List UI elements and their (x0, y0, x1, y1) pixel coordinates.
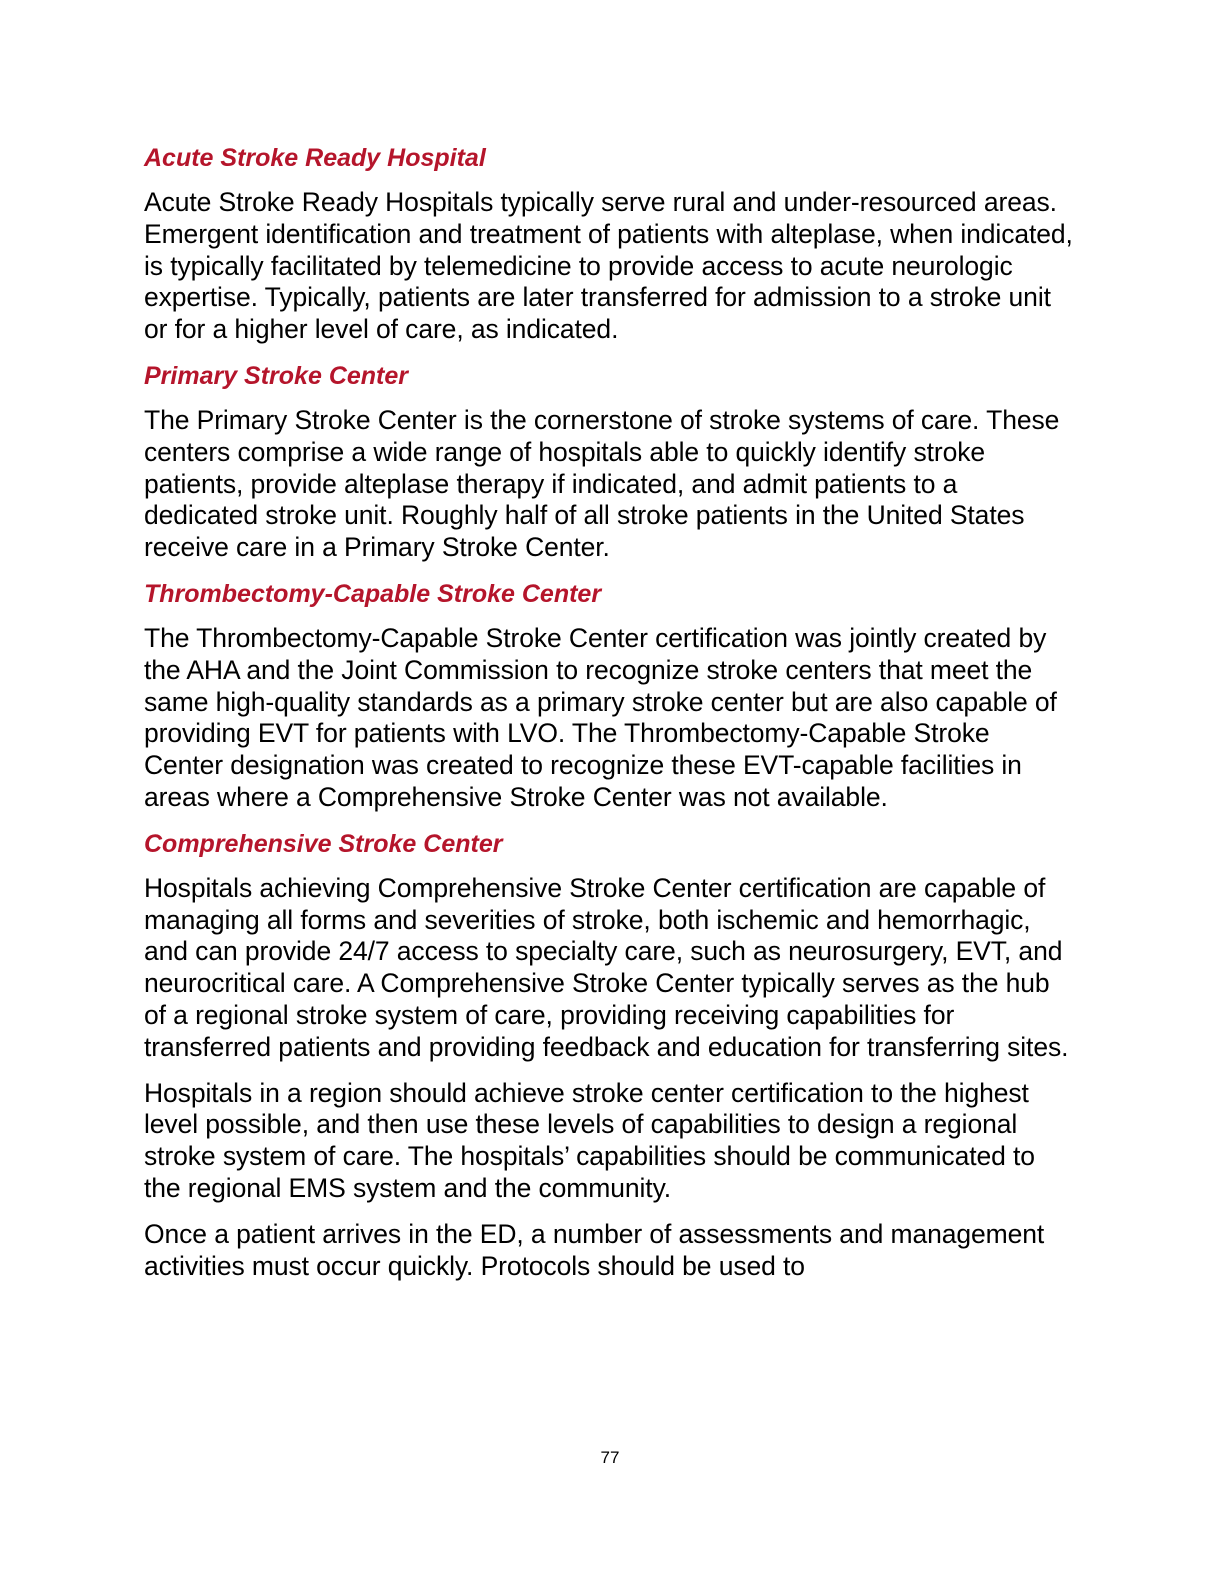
paragraph-comprehensive-stroke-center: Hospitals achieving Comprehensive Stroke Center certification are capable of managing all forms and severities of stroke, both ischemic and hemorrhagic, and can provide 24/7 access to specialty care, such as neurosurgery, EVT, and neurocritical care. A Comprehensive Stroke Center typically serves as the hub of a regional stroke system of care, providing receiving capabilities for transferred patients and providing feedback and education for transferring sites. (144, 872, 1069, 1062)
paragraph-thrombectomy-capable-stroke-center: The Thrombectomy-Capable Stroke Center certification was jointly created by the AHA and the Joint Commission to recognize stroke centers that meet the same high-quality standards as a primary stroke center but are also capable of providing EVT for patients with LVO. The Thrombectomy-Capable Stroke Center designation was created to recognize these EVT-capable facilities in areas where a Comprehensive Stroke Center was not available. (144, 622, 1057, 812)
page-number: 77 (600, 1448, 620, 1467)
paragraph-regional-certification: Hospitals in a region should achieve stroke center certification to the highest level possible, and then use these levels of capabilities to design a regional stroke system of care. The hospitals’ capabilities should be communicated to the regional EMS system and the community. (144, 1077, 1035, 1203)
paragraph-acute-stroke-ready-hospital: Acute Stroke Ready Hospitals typically serve rural and under-resourced areas. Emergent identification and treatment of patients with alteplase, when indicated, is typically facilitated by telemedicine to provide access to acute neurologic expertise. Typically, patients are later transferred for admission to a stroke unit or for a higher level of care, as indicated. (144, 187, 1073, 345)
paragraph-primary-stroke-center: The Primary Stroke Center is the cornerstone of stroke systems of care. These centers comprise a wide range of hospitals able to quickly identify stroke patients, provide alteplase therapy if indicated, and admit patients to a dedicated stroke unit. Roughly half of all stroke patients in the United States receive care in a Primary Stroke Center. (144, 404, 1060, 563)
document-page (144, 142, 1074, 1296)
paragraph-ed-assessments: Once a patient arrives in the ED, a number of assessments and management activities must occur quickly. Protocols should be used to (144, 1218, 1045, 1281)
section-heading-acute-stroke-ready-hospital: Acute Stroke Ready Hospital (144, 144, 486, 172)
section-heading-comprehensive-stroke-center: Comprehensive Stroke Center (144, 829, 503, 858)
section-heading-thrombectomy-capable-stroke-center: Thrombectomy-Capable Stroke Center (144, 579, 602, 608)
section-heading-primary-stroke-center: Primary Stroke Center (144, 361, 409, 390)
